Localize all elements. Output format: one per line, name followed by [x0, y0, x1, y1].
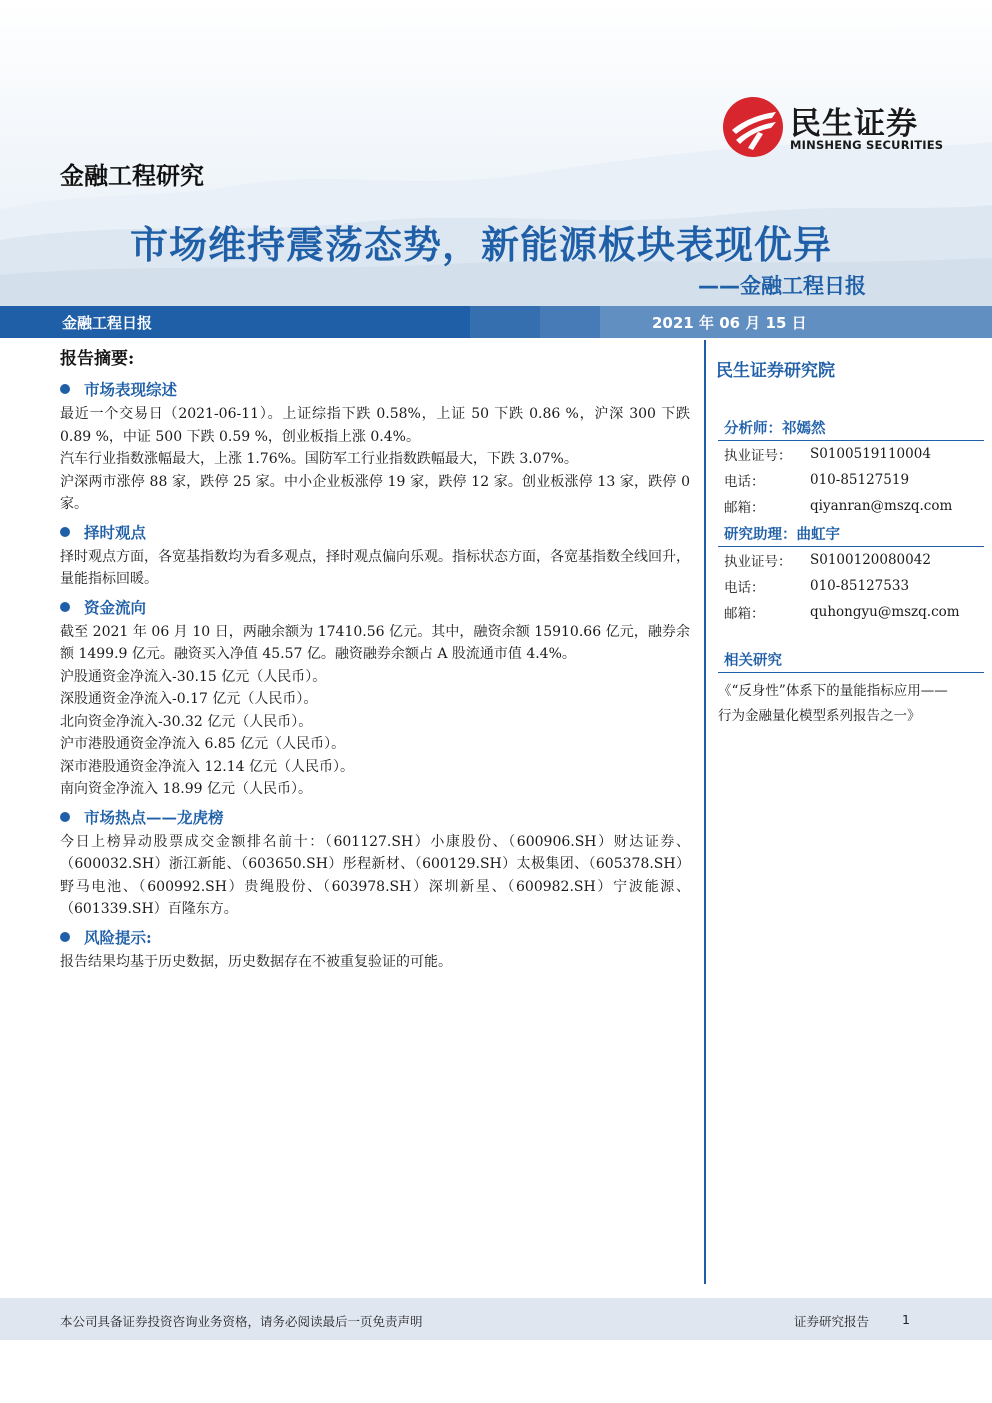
analyst-email[interactable]: qiyanran@mszq.com — [810, 498, 953, 514]
section-hot-spots — [60, 803, 690, 921]
author-sidebar — [718, 356, 984, 729]
fund-flow-line: 南向资金净流入 18.99 亿元（人民币）。 — [60, 781, 312, 797]
info-key: 电话： — [724, 474, 765, 490]
related-research-heading: 相关研究 — [718, 649, 984, 673]
analyst-heading: 分析师：祁嫣然 — [718, 417, 984, 441]
column-divider — [704, 340, 706, 1284]
brand-logo — [722, 96, 962, 158]
related-research-item[interactable]: 行为金融量化模型系列报告之一》 — [718, 708, 921, 724]
assistant-email[interactable]: quhongyu@mszq.com — [810, 604, 960, 620]
info-row — [718, 467, 984, 493]
section-title: 市场热点——龙虎榜 — [84, 807, 224, 827]
report-date: 2021 年 06 月 15 日 — [652, 314, 807, 332]
footer-doc-type: 证券研究报告 — [794, 1314, 870, 1329]
info-row — [718, 441, 984, 467]
page-number: 1 — [902, 1312, 910, 1327]
abstract-heading: 报告摘要: — [60, 349, 135, 369]
info-value: S0100120080042 — [810, 552, 931, 568]
section-title: 市场表现综述 — [84, 380, 178, 399]
fund-flow-line: 北向资金净流入-30.32 亿元（人民币）。 — [60, 713, 313, 730]
paragraph: 报告结果均基于历史数据，历史数据存在不被重复验证的可能。 — [60, 953, 452, 970]
info-row — [718, 599, 984, 625]
paragraph: 择时观点方面，各宽基指数均为看多观点，择时观点偏向乐观。指标状态方面，各宽基指数全线回升，量能指标回暖。 — [60, 548, 690, 587]
section-risk-warning — [60, 923, 690, 974]
logo-chinese-name: 民生证券 — [790, 106, 918, 142]
assistant-heading: 研究助理：曲虹宇 — [718, 523, 984, 547]
paragraph: 截至 2021 年 06 月 10 日，两融余额为 17410.56 亿元。其中，融资余额 15910.66 亿元，融券余额 1499.9 亿元。融资买入净值 45.57 亿。融资融券余额占 A 股流通市值 4.4%。 — [60, 623, 690, 662]
abstract-column — [60, 344, 690, 973]
info-row — [718, 573, 984, 599]
footer-disclaimer: 本公司具备证券投资咨询业务资格，请务必阅读最后一页免责声明 — [60, 1314, 423, 1329]
institute-name: 民生证券研究院 — [716, 361, 835, 381]
info-key: 邮箱： — [724, 500, 765, 516]
info-row — [718, 547, 984, 573]
paragraph: 最近一个交易日（2021-06-11）。上证综指下跌 0.58%，上证 50 下跌 0.86 %，沪深 300 下跌 0.89 %，中证 500 下跌 0.59 %，创业板指上涨 0.4%。 — [60, 406, 690, 445]
info-value: S0100519110004 — [810, 446, 931, 462]
info-key: 邮箱： — [724, 606, 765, 622]
paragraph: 今日上榜异动股票成交金额排名前十：（601127.SH）小康股份、（600906.SH）财达证券、（600032.SH）浙江新能、（603650.SH）彤程新材、（600129.SH）太极集团、（605378.SH）野马电池、（600992.SH）贵绳股份、（603978.SH）深圳新星、（600982.SH）宁波能源、（601339.SH）百隆东方。 — [60, 833, 690, 917]
paragraph: 汽车行业指数涨幅最大，上涨 1.76%。国防军工行业指数跌幅最大，下跌 3.07%。 — [60, 451, 578, 467]
info-value: 010-85127533 — [810, 578, 910, 594]
bullet-icon — [60, 527, 70, 537]
logo-english-name: MINSHENG SECURITIES — [790, 138, 944, 152]
fund-flow-line: 沪市港股通资金净流入 6.85 亿元（人民币）。 — [60, 736, 346, 752]
related-research-item[interactable]: 《“反身性”体系下的量能指标应用—— — [718, 683, 948, 699]
section-market-overview — [60, 375, 690, 516]
bullet-icon — [60, 812, 70, 822]
section-title: 风险提示: — [84, 927, 152, 947]
info-key: 执业证号： — [724, 448, 792, 464]
bullet-icon — [60, 602, 70, 612]
bullet-icon — [60, 932, 70, 942]
info-key: 执业证号： — [724, 554, 792, 570]
report-subtitle: ——金融工程日报 — [698, 274, 866, 298]
info-key: 电话： — [724, 580, 765, 596]
page-footer — [0, 1298, 992, 1340]
section-timing-view — [60, 518, 690, 591]
fund-flow-line: 深股通资金净流入-0.17 亿元（人民币）。 — [60, 691, 318, 707]
minsheng-logo-icon — [722, 96, 784, 158]
section-title: 择时观点 — [84, 522, 147, 542]
fund-flow-line: 沪股通资金净流入-30.15 亿元（人民币）。 — [60, 668, 327, 685]
report-series-label: 金融工程日报 — [62, 314, 153, 332]
paragraph: 沪深两市涨停 88 家，跌停 25 家。中小企业板涨停 19 家，跌停 12 家。创业板涨停 13 家，跌停 0 家。 — [60, 473, 690, 512]
info-row — [718, 493, 984, 519]
section-title: 资金流向 — [84, 597, 147, 617]
report-info-bar — [0, 306, 992, 338]
bullet-icon — [60, 384, 70, 394]
fund-flow-line: 深市港股通资金净流入 12.14 亿元（人民币）。 — [60, 758, 354, 775]
report-category: 金融工程研究 — [60, 162, 204, 190]
section-fund-flow — [60, 593, 690, 801]
info-value: 010-85127519 — [810, 472, 910, 488]
report-title: 市场维持震荡态势，新能源板块表现优异 — [129, 223, 832, 267]
